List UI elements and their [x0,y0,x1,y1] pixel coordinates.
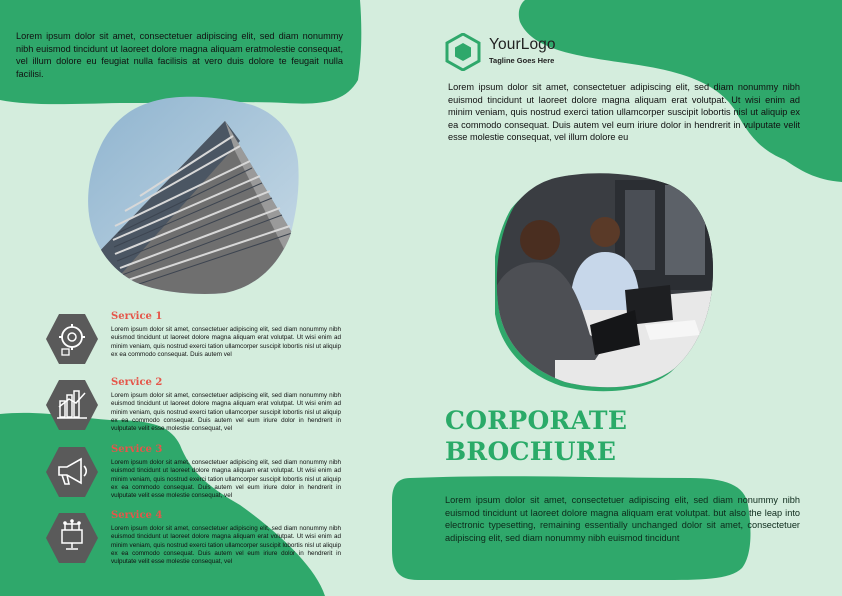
service-item [45,379,345,439]
footer-paragraph: Lorem ipsum dolor sit amet, consectetuer adipiscing elit, sed diam nonummy nibh euismod tincidunt ut laoreet dolore magna aliquam erat volutpat. but also the leap into electronic typesetting, remaining essentially unchanged dolor sit amet, consectetuer adipiscing elit, sed diam nonummy nibh euismod tincidunt [445,495,800,543]
skyscraper-photo [85,96,300,296]
megaphone-icon [45,446,99,498]
service-title: Service 3 [111,444,163,455]
bar-chart-icon [45,379,99,431]
gear-bulb-icon [45,313,99,365]
service-description: Lorem ipsum dolor sit amet, consectetuer adipiscing elit, sed diam nonummy nibh euismod tincidunt ut laoreet dolore magna aliquam erat volutpat. Ut wisi enim ad minim veniam, quis nostrud exerci tation ullamcorper suscipit lobortis nisl ut aliquip ex ea commodo consequat. Duis autem vel eum iriure dolor in hendrerit in vulputate velit esse molestie consequat, vel [111,459,341,500]
logo-tagline: Tagline Goes Here [489,56,555,65]
about-paragraph: Lorem ipsum dolor sit amet, consectetuer adipiscing elit, sed diam nonummy nibh euismod tincidunt ut laoreet dolore magna aliquam erat volutpat. Ut wisi enim ad minim veniam, quis nostrud exerci tation ullamcorper suscipit lobortis nisl ut aliquip ex ea commodo consequat. Duis autem vel eum iriure dolor in hendrerit in vulputate velit esse molestie consequat, vel illum dolore eu [448,82,800,143]
hexagon-logo-icon [445,33,481,71]
service-title: Service 1 [111,311,163,322]
brochure-title-line-2: BROCHURE [445,437,617,466]
logo-name: YourLogo [489,36,556,53]
computer-network-icon [45,512,99,564]
service-title: Service 2 [111,377,163,388]
intro-paragraph: Lorem ipsum dolor sit amet, consectetuer adipiscing elit, sed diam nonummy nibh euismod tincidunt ut laoreet dolore magna aliquam eratmolestie consequat, vel illum dolore eu feugiat nulla facilisis at vero duis dolore te feugait nulla facilisi. [16,31,343,79]
service-item [45,446,345,506]
brochure-title-line-1: CORPORATE [445,406,628,435]
service-description: Lorem ipsum dolor sit amet, consectetuer adipiscing elit, sed diam nonummy nibh euismod tincidunt ut laoreet dolore magna aliquam erat volutpat. Ut wisi enim ad minim veniam, quis nostrud exerci tation ullamcorper suscipit lobortis nisl ut aliquip ex ea commodo consequat. Duis autem vel [111,326,341,358]
service-description: Lorem ipsum dolor sit amet, consectetuer adipiscing elit, sed diam nonummy nibh euismod tincidunt ut laoreet dolore magna aliquam erat volutpat. Ut wisi enim ad minim veniam, quis nostrud exerci tation ullamcorper suscipit lobortis nisl ut aliquip ex ea commodo consequat. Duis autem vel eum iriure dolor in hendrerit in vulputate velit esse molestie consequat, vel [111,525,341,566]
business-meeting-photo [495,170,717,392]
service-title: Service 4 [111,510,163,521]
service-description: Lorem ipsum dolor sit amet, consectetuer adipiscing elit, sed diam nonummy nibh euismod tincidunt ut laoreet dolore magna aliquam erat volutpat. Ut wisi enim ad minim veniam, quis nostrud exerci tation ullamcorper suscipit lobortis nisl ut aliquip ex ea commodo consequat. Duis autem vel eum iriure dolor in hendrerit in vulputate velit esse molestie consequat, vel [111,392,341,433]
service-item [45,512,345,572]
service-item [45,313,345,373]
